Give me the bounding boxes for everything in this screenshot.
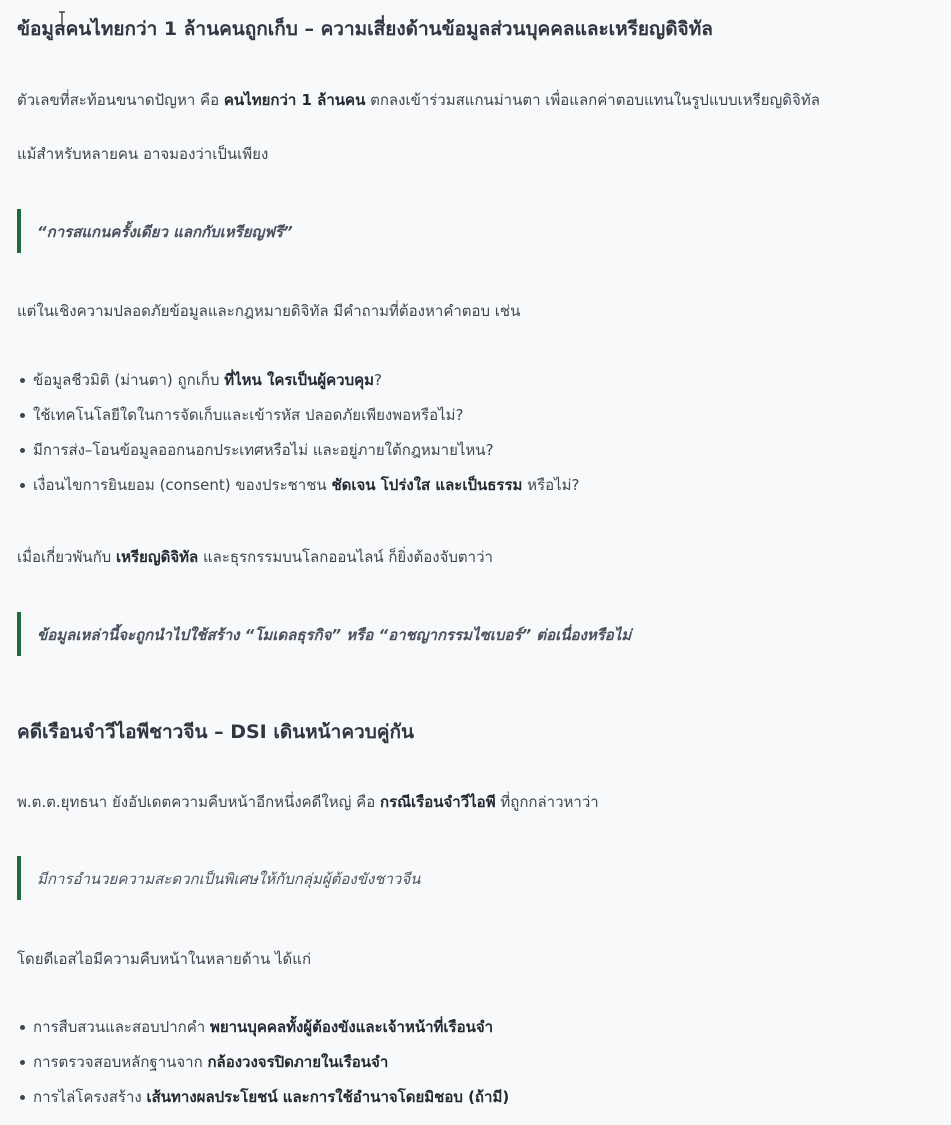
paragraph-perception: แม้สำหรับหลายคน อาจมองว่าเป็นเพียง: [17, 145, 269, 163]
list-dsi-progress: [17, 1017, 509, 1122]
section-heading-biometric-data: ข้อมูลคนไทยกว่า 1 ล้านคนถูกเก็บ – ความเสี่ยงด้านข้อมูลส่วนบุคคลและเหรียญดิจิทัล: [17, 18, 713, 40]
blockquote-free-coin: “การสแกนครั้งเดียว แลกกับเหรียญฟรี”: [17, 209, 897, 253]
list-item: การตรวจสอบหลักฐานจาก กล้องวงจรปิดภายในเรือนจำ: [33, 1052, 509, 1087]
paragraph-questions-intro: แต่ในเชิงความปลอดภัยข้อมูลและกฎหมายดิจิทัล มีคำถามที่ต้องหาคำตอบ เช่น: [17, 302, 521, 320]
list-item: การไล่โครงสร้าง เส้นทางผลประโยชน์ และการใช้อำนาจโดยมิชอบ (ถ้ามี): [33, 1087, 509, 1122]
paragraph-dsi-progress: โดยดีเอสไอมีความคืบหน้าในหลายด้าน ได้แก่: [17, 950, 312, 968]
list-item: มีการส่ง–โอนข้อมูลออกนอกประเทศหรือไม่ และอยู่ภายใต้กฎหมายไหน?: [33, 440, 580, 475]
list-item: เงื่อนไขการยินยอม (consent) ของประชาชน ชัดเจน โปร่งใส และเป็นธรรม หรือไม่?: [33, 475, 580, 510]
blockquote-special-treatment: มีการอำนวยความสะดวกเป็นพิเศษให้กับกลุ่มผู้ต้องขังชาวจีน: [17, 856, 897, 900]
section-heading-vip-prison: คดีเรือนจำวีไอพีชาวจีน – DSI เดินหน้าควบคู่กัน: [17, 721, 414, 743]
list-privacy-questions: [17, 370, 580, 510]
blockquote-business-model: ข้อมูลเหล่านี้จะถูกนำไปใช้สร้าง “โมเดลธุรกิจ” หรือ “อาชญากรรมไซเบอร์” ต่อเนื่องหรือไม่: [17, 612, 897, 656]
paragraph-scan-count: ตัวเลขที่สะท้อนขนาดปัญหา คือ คนไทยกว่า 1 ล้านคน ตกลงเข้าร่วมสแกนม่านตา เพื่อแลกค่าตอบแทนในรูปแบบเหรียญดิจิทัล: [17, 91, 820, 109]
paragraph-digital-coin: เมื่อเกี่ยวพันกับ เหรียญดิจิทัล และธุรกรรมบนโลกออนไลน์ ก็ยิ่งต้องจับตาว่า: [17, 548, 493, 566]
paragraph-case-update: พ.ต.ต.ยุทธนา ยังอัปเดตความคืบหน้าอีกหนึ่งคดีใหญ่ คือ กรณีเรือนจำวีไอพี ที่ถูกกล่าวหาว่า: [17, 793, 599, 811]
list-item: การสืบสวนและสอบปากคำ พยานบุคคลทั้งผู้ต้องขังและเจ้าหน้าที่เรือนจำ: [33, 1017, 509, 1052]
list-item: ใช้เทคโนโลยีใดในการจัดเก็บและเข้ารหัส ปลอดภัยเพียงพอหรือไม่?: [33, 405, 580, 440]
list-item: ข้อมูลชีวมิติ (ม่านตา) ถูกเก็บ ที่ไหน ใครเป็นผู้ควบคุม?: [33, 370, 580, 405]
